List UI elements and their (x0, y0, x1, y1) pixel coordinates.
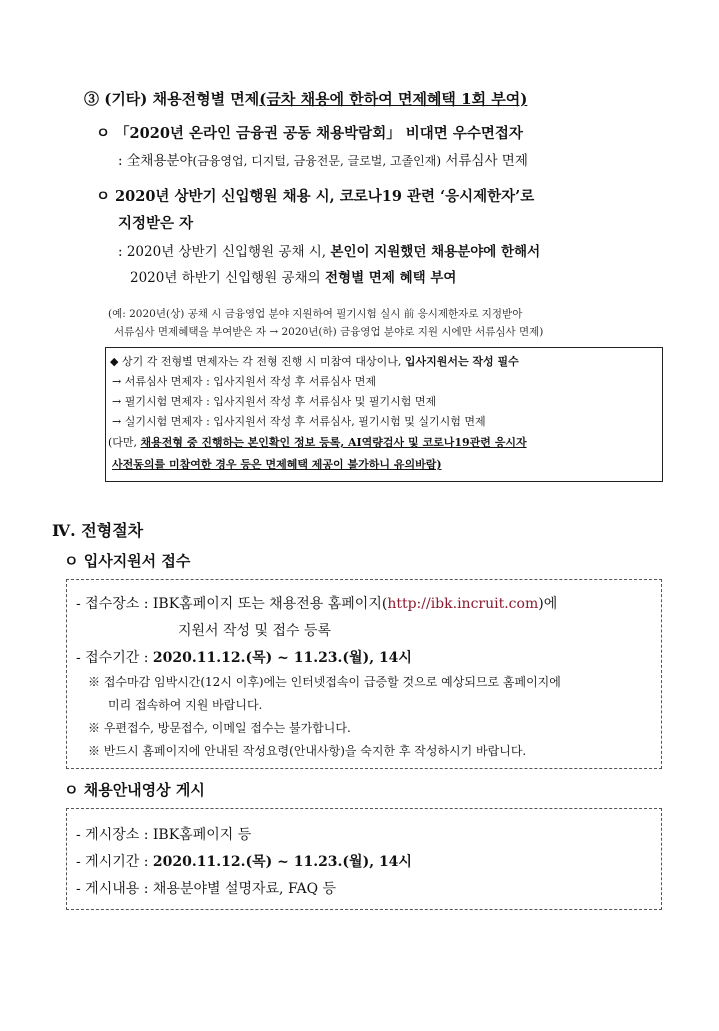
application-place-line2: 지원서 작성 및 접수 등록 (178, 623, 332, 639)
box-line5 (108, 434, 527, 450)
box-line4: → 실기시험 면제자 : 입사지원서 작성 후 서류심사, 필기시험 및 실기시험 면제 (112, 415, 486, 428)
item2-detail2-normal: 2020년 하반기 신입행원 공채의 (130, 270, 325, 286)
example-line1: (예: 2020년(상) 공채 시 금융영업 분야 지원하여 필기시험 실시 前 응시제한자로 지정받아 (108, 308, 523, 320)
box-line5-prefix: (다만, (108, 436, 141, 449)
video-period-value: 2020.11.12.(목) ~ 11.23.(월), 14시 (152, 854, 412, 870)
box-line1-normal: ◆ 상기 각 전형별 면제자는 각 전형 진행 시 미참여 대상이나, (110, 355, 405, 368)
item1-detail-prefix: : 全채용분야 (118, 153, 193, 169)
exemption-item1-detail (118, 149, 528, 169)
item1-detail-fields: (금융영업, 디지털, 금융전문, 글로벌, 고졸인재) (192, 154, 442, 168)
application-place (76, 593, 557, 613)
note1-line1: ※ 접수마감 임박시간(12시 이후)에는 인터넷접속이 급증할 것으로 예상되므로 홈페이지에 (88, 675, 561, 689)
application-url-link[interactable]: http://ibk.incruit.com (387, 596, 539, 612)
exemption-item1-title: ㅇ 「2020년 온라인 금융권 공동 채용박람회」 비대면 우수면접자 (96, 125, 523, 142)
box-line1 (110, 353, 519, 369)
application-place-label: - 접수장소 : IBK홈페이지 또는 채용전용 홈페이지( (76, 596, 388, 612)
video-content: - 게시내용 : 채용분야별 설명자료, FAQ 등 (76, 881, 337, 897)
exemption-item2-detail-line1 (118, 240, 540, 260)
exemption-heading-prefix: ③ (기타) 채용전형별 면제 (84, 90, 260, 108)
box-line1-bold: 입사지원서는 작성 필수 (404, 355, 519, 368)
note3: ※ 반드시 홈페이지에 안내된 작성요령(안내사항)을 숙지한 후 작성하시기 바랍니다. (88, 744, 527, 758)
application-period-label: - 접수기간 : (76, 650, 153, 666)
application-period-value: 2020.11.12.(목) ~ 11.23.(월), 14시 (152, 650, 412, 666)
video-place: - 게시장소 : IBK홈페이지 등 (76, 827, 252, 843)
section4-sub1: ㅇ 입사지원서 접수 (64, 552, 191, 570)
box-line6: 사전동의를 미참여한 경우 등은 면제혜택 제공이 불가하니 유의바람) (112, 458, 442, 471)
box-line3: → 필기시험 면제자 : 입사지원서 작성 후 서류심사 및 필기시험 면제 (112, 395, 437, 408)
note1-line2: 미리 접속하여 지원 바랍니다. (108, 698, 263, 712)
item2-detail2-bold: 전형별 면제 혜택 부여 (324, 270, 457, 286)
exemption-item2-title-line1: ㅇ 2020년 상반기 신입행원 채용 시, 코로나19 관련 ‘응시제한자’로 (96, 188, 535, 205)
application-place-tail: )에 (538, 596, 558, 612)
item1-detail-suffix: 서류심사 면제 (441, 153, 528, 169)
exemption-heading (84, 88, 527, 109)
application-period (76, 647, 412, 667)
note2: ※ 우편접수, 방문접수, 이메일 접수는 불가합니다. (88, 721, 351, 735)
item2-detail1-normal: : 2020년 상반기 신입행원 공채 시, (118, 244, 331, 260)
video-period (76, 851, 412, 871)
box-line5-bold: 채용전형 중 진행하는 본인확인 정보 등록, AI역량검사 및 코로나19관련 응시자 (140, 436, 527, 449)
exemption-item2-detail-line2 (130, 266, 456, 286)
video-period-label: - 게시기간 : (76, 854, 153, 870)
box-line2: → 서류심사 면제자 : 입사지원서 작성 후 서류심사 면제 (112, 375, 377, 388)
item2-detail1-bold: 본인이 지원했던 채용분야에 한해서 (330, 244, 541, 260)
example-line2: 서류심사 면제혜택을 부여받은 자 → 2020년(하) 금융영업 분야로 지원 시에만 서류심사 면제) (114, 326, 544, 338)
section4-title: Ⅳ. 전형절차 (52, 521, 144, 540)
exemption-heading-condition: (금차 채용에 한하여 면제혜택 1회 부여) (259, 90, 528, 108)
section4-sub2: ㅇ 채용안내영상 게시 (64, 781, 205, 799)
exemption-item2-title-line2: 지정받은 자 (118, 215, 194, 232)
